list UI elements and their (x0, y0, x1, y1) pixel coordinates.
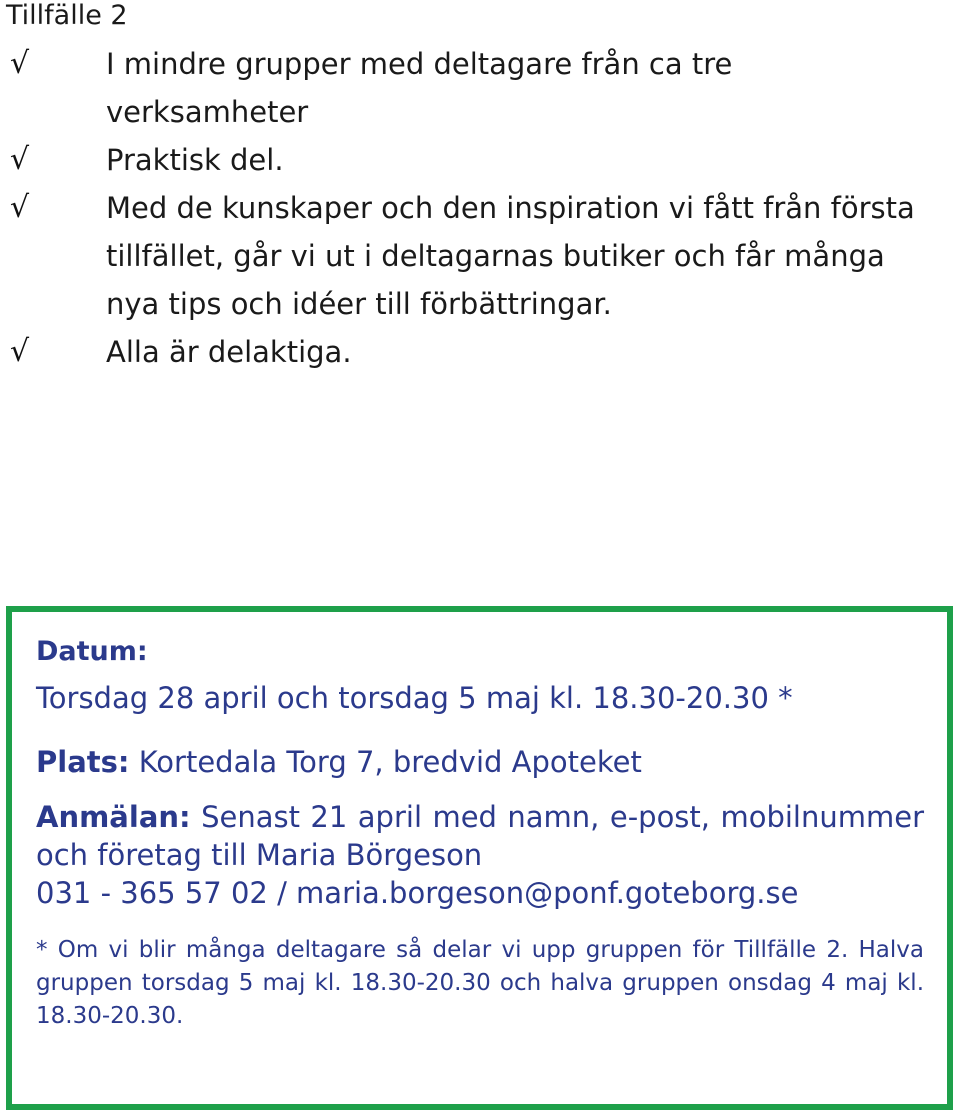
event-info-content (36, 632, 924, 1033)
place-line (36, 742, 924, 782)
check-item (0, 184, 936, 328)
check-icon: √ (10, 46, 30, 81)
footnote: * Om vi blir många deltagare så delar vi upp gruppen för Tillfälle 2. Halva gruppen torsdag 5 maj kl. 18.30-20.30 och halva gruppen onsdag 4 maj kl. 18.30-20.30. (36, 937, 924, 1029)
check-item (0, 40, 936, 136)
check-icon: √ (10, 142, 30, 177)
section-heading: Tillfälle 2 (6, 0, 128, 31)
place-label: Plats: (36, 745, 130, 779)
event-info-box (6, 606, 953, 1110)
date-label: Datum: (36, 636, 148, 667)
contact-line: 031 - 365 57 02 / maria.borgeson@ponf.goteborg.se (36, 876, 799, 910)
checklist (0, 40, 960, 376)
check-icon: √ (10, 334, 30, 369)
check-item-text: Med de kunskaper och den inspiration vi fått från första tillfället, går vi ut i deltagarnas butiker och får många nya tips och idéer till förbättringar. (106, 191, 915, 321)
date-value: Torsdag 28 april och torsdag 5 maj kl. 18.30-20.30 * (36, 681, 793, 715)
check-item (0, 328, 936, 376)
check-item-text: I mindre grupper med deltagare från ca tre verksamheter (106, 47, 733, 129)
check-item-text: Alla är delaktiga. (106, 335, 352, 369)
place-value: Kortedala Torg 7, bredvid Apoteket (138, 745, 642, 779)
check-item-text: Praktisk del. (106, 143, 284, 177)
check-icon: √ (10, 190, 30, 225)
registration-line (36, 798, 924, 874)
check-item (0, 136, 936, 184)
registration-value: Senast 21 april med namn, e-post, mobilnummer och företag till Maria Börgeson (36, 800, 924, 872)
registration-label: Anmälan: (36, 800, 191, 834)
